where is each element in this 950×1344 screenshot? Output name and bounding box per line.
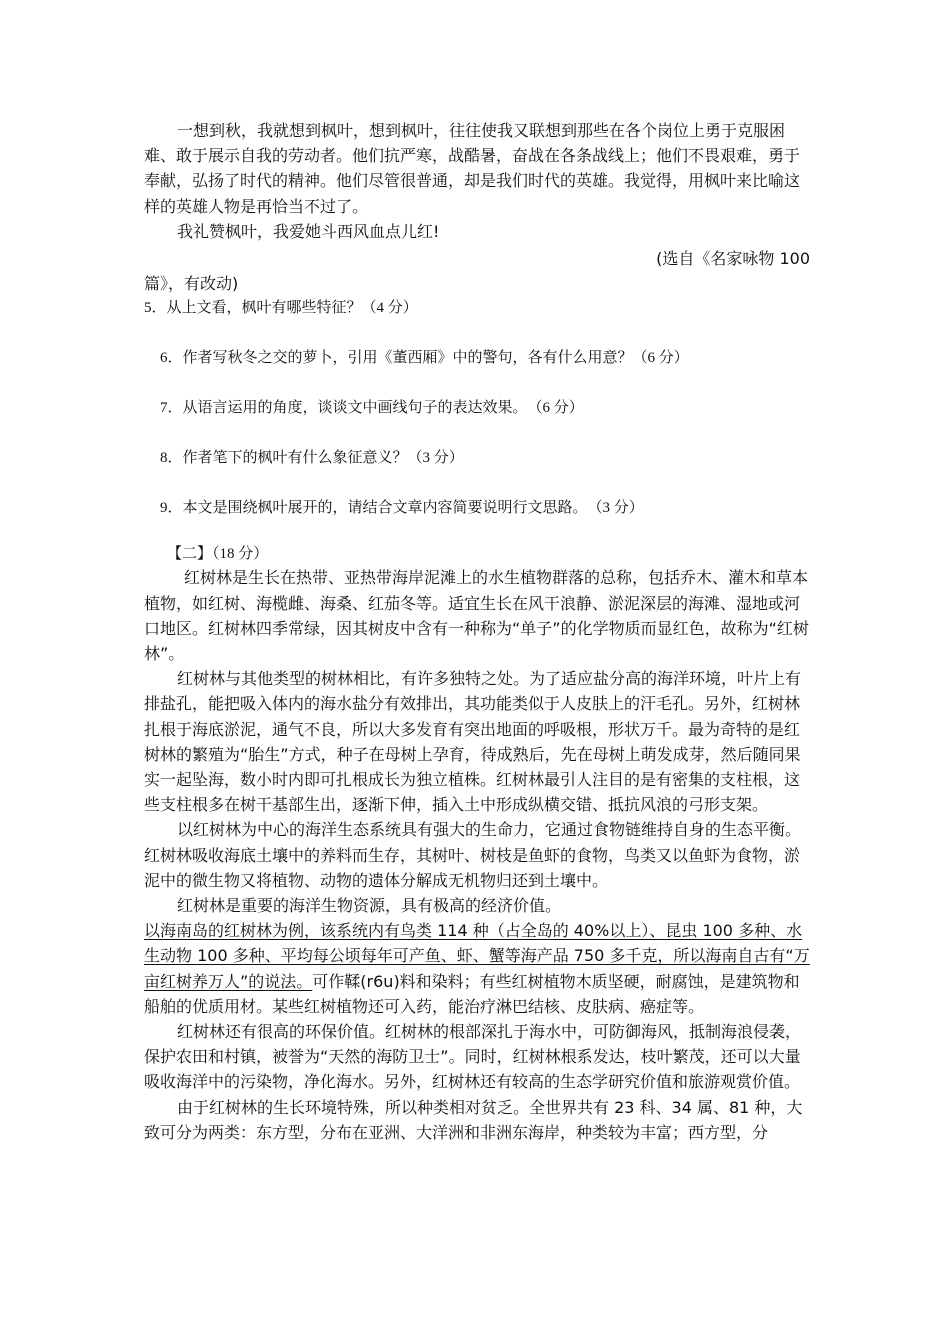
paragraph-with-underline	[144, 918, 810, 1019]
source-note: (选自《名家咏物 100	[656, 249, 810, 269]
question-7: 7．从语言运用的角度，谈谈文中画线句子的表达效果。 （6 分）	[160, 400, 584, 417]
section-label: 【二】	[167, 546, 213, 563]
paragraph: 红树林与其他类型的树林相比，有许多独特之处。为了适应盐分高的海洋环境，叶片上有排盐孔，能把吸入体内的海水盐分有效排出，其功能类似于人皮肤上的汗毛孔。另外，红树林扎根于海底淤泥，通气不良，所以大多发育有突出地面的呼吸根，形状万千。最为奇特的是红树林的繁殖为“胎生”方式，种子在母树上孕育，待成熟后，先在母树上萌发成芽，然后随同果实一起坠海，数小时内即可扎根成长为独立植株。红树林最引人注目的是有密集的支柱根，这些支柱根多在树干基部生出，逐渐下伸，插入土中形成纵横交错、抵抗风浪的弓形支架。	[144, 669, 802, 815]
paragraph: 我礼赞枫叶，我爱她斗西风血点儿红!	[177, 221, 440, 241]
question-8: 8．作者笔下的枫叶有什么象征意义？（3 分）	[160, 450, 464, 467]
section-two-heading	[144, 542, 810, 563]
paragraph-continuation: 可作鞣(r6u)料和染料；有些红树植物木质坚硬，耐腐蚀，是建筑物和船舶的优质用材。某些红树植物还可入药，能治疗淋巴结核、皮肤病、癌症等。	[144, 971, 800, 1016]
section-score: （18 分）	[212, 546, 269, 563]
document-page	[144, 118, 810, 1145]
question-5: 5．从上文看，枫叶有哪些特征？（4 分）	[144, 300, 418, 317]
paragraph: 红树林是生长在热带、亚热带海岸泥滩上的水生植物群落的总称，包括乔木、灌木和草本植物，如红树、海榄雌、海桑、红茄冬等。适宜生长在风干浪静、淤泥深层的海滩、湿地或河口地区。红树林四季常绿，因其树皮中含有一种称为“单子”的化学物质而显红色，故称为“红树林”。	[144, 568, 809, 664]
question-9: 9．本文是围绕枫叶展开的，请结合文章内容简要说明行文思路。 （3 分）	[160, 500, 644, 517]
paragraph: 红树林还有很高的环保价值。红树林的根部深扎于海水中，可防御海风，抵制海浪侵袭，保护农田和村镇，被誉为“天然的海防卫士”。同时，红树林根系发达，枝叶繁茂，还可以大量吸收海洋中的污染物，净化海水。另外，红树林还有较高的生态学研究价值和旅游观赏价值。	[144, 1022, 802, 1092]
paragraph: 红树林是重要的海洋生物资源，具有极高的经济价值。	[177, 896, 562, 916]
paragraph: 一想到秋，我就想到枫叶，想到枫叶，往往使我又联想到那些在各个岗位上勇于克服困难、敢于展示自我的劳动者。他们抗严寒，战酷暑，奋战在各条战线上；他们不畏艰难，勇于奉献，弘扬了时代的精神。他们尽管很普通，却是我们时代的英雄。我觉得，用枫叶来比喻这样的英雄人物是再恰当不过了。	[144, 121, 801, 216]
passage-two	[144, 565, 810, 1145]
paragraph: 由于红树林的生长环境特殊，所以种类相对贫乏。全世界共有 23 科、34 属、81 种，大致可分为两类：东方型，分布在亚洲、大洋洲和非洲东海岸，种类较为丰富；西方型，分	[144, 1097, 803, 1142]
underlined-sentence: 以海南岛的红树林为例，该系统内有鸟类 114 种（占全岛的 40%以上）、昆虫 100 多种、水生动物 100 多种、平均每公顷每年可产鱼、虾、蟹等海产品 750 多千克，所以海南自古有“万亩红树养万人”的说法。	[144, 921, 810, 991]
passage-one-ending	[144, 118, 810, 296]
source-note-continued: 篇》，有改动)	[144, 274, 239, 294]
question-list	[144, 296, 810, 520]
question-6: 6．作者写秋冬之交的萝卜，引用《董西厢》中的警句，各有什么用意？（6 分）	[160, 350, 689, 367]
paragraph: 以红树林为中心的海洋生态系统具有强大的生命力，它通过食物链维持自身的生态平衡。红树林吸收海底土壤中的养料而生存，其树叶、树枝是鱼虾的食物，鸟类又以鱼虾为食物，淤泥中的微生物又将植物、动物的遗体分解成无机物归还到土壤中。	[144, 820, 802, 890]
